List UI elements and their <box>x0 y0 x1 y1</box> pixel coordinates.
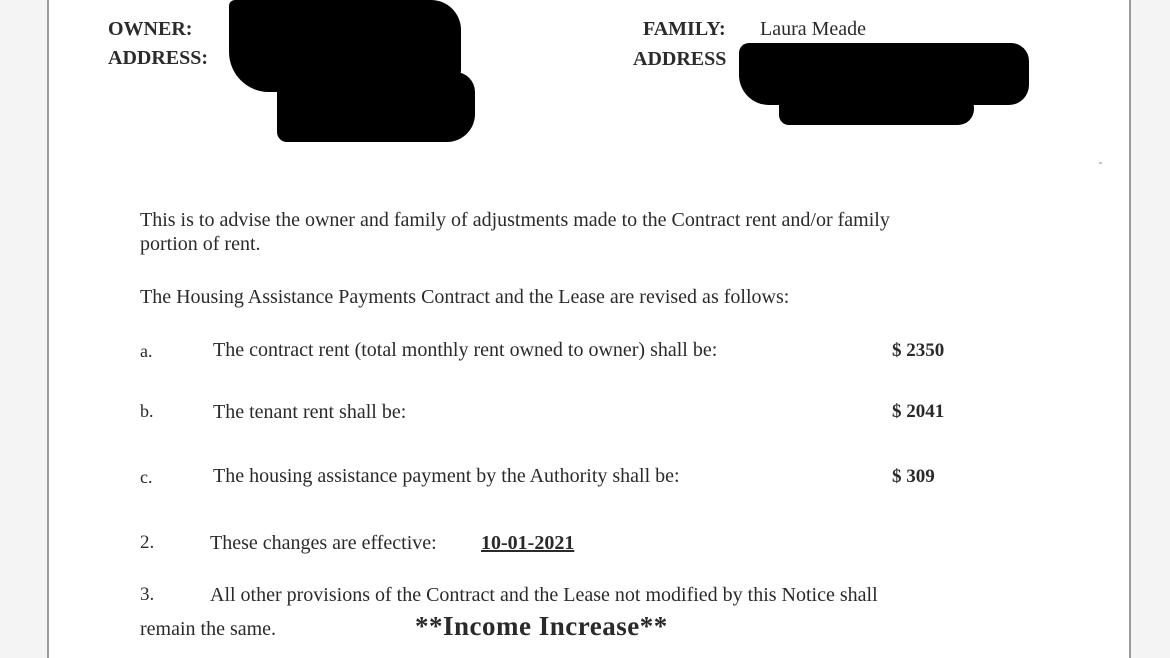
intro-line-1: This is to advise the owner and family of adjustments made to the Contract rent and/or family <box>140 209 890 231</box>
redaction-owner-address <box>277 72 475 142</box>
provisions-marker: 3. <box>140 584 155 605</box>
item-a-text: The contract rent (total monthly rent owned to owner) shall be: <box>213 339 718 361</box>
owner-label: OWNER: <box>108 18 193 40</box>
effective-date: 10-01-2021 <box>481 532 575 554</box>
item-c-text: The housing assistance payment by the Authority shall be: <box>213 465 680 487</box>
revision-intro: The Housing Assistance Payments Contract and the Lease are revised as follows: <box>140 286 790 308</box>
item-c-amount: $ 309 <box>892 466 935 487</box>
item-b-marker: b. <box>140 401 154 421</box>
effective-text: These changes are effective: <box>210 532 437 554</box>
intro-line-2: portion of rent. <box>140 233 261 255</box>
family-label: FAMILY: <box>643 18 726 40</box>
owner-address-label: ADDRESS: <box>108 47 209 69</box>
item-b-text: The tenant rent shall be: <box>213 401 407 423</box>
scan-speck <box>1099 162 1102 164</box>
redaction-family-address-2 <box>779 90 974 125</box>
family-name: Laura Meade <box>760 18 867 40</box>
family-address-label: ADDRESS <box>633 48 727 70</box>
effective-marker: 2. <box>140 532 155 553</box>
item-a-amount: $ 2350 <box>892 340 945 361</box>
item-c-marker: c. <box>140 467 153 487</box>
item-b-amount: $ 2041 <box>892 401 945 422</box>
item-a-marker: a. <box>140 341 153 361</box>
income-increase-note: **Income Increase** <box>415 611 668 641</box>
document-page <box>47 0 1131 658</box>
provisions-line-1: All other provisions of the Contract and the Lease not modified by this Notice shall <box>210 584 878 606</box>
provisions-line-2: remain the same. <box>140 618 277 640</box>
